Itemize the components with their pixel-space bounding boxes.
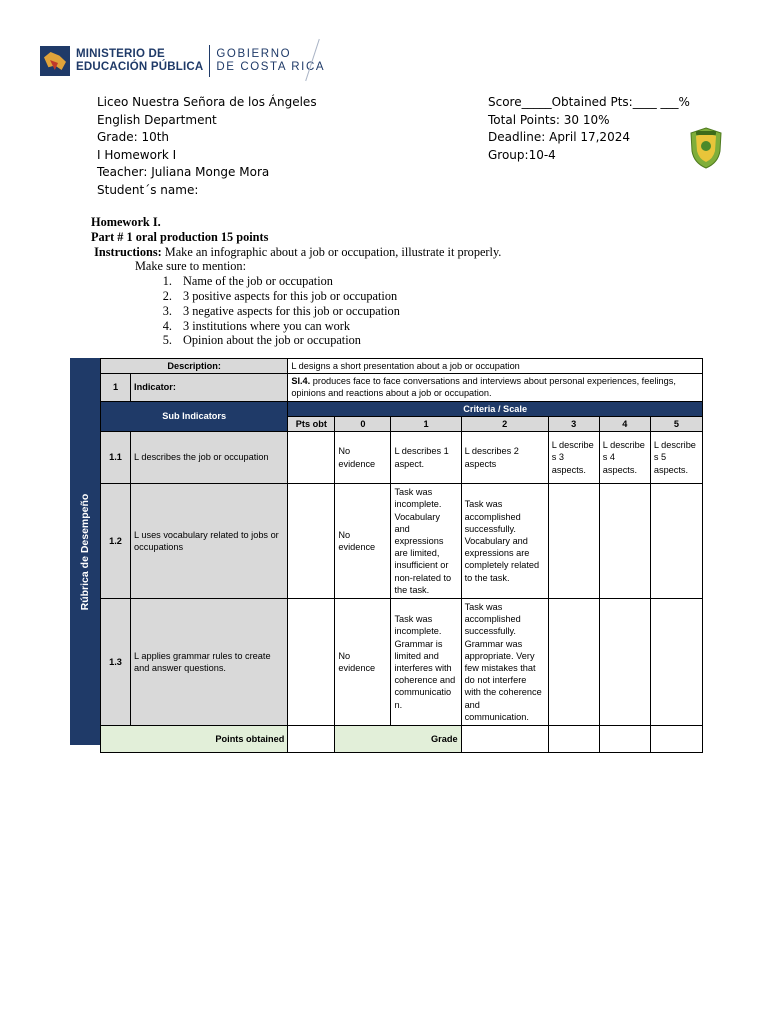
table-row: 1.1 L describes the job or occupation No evidence L describes 1 aspect. L describes 2 aspects L describe s 3 aspects. L describe s 4 aspects. L describe s 5 aspects. bbox=[101, 432, 703, 484]
mention-list bbox=[91, 274, 501, 348]
mention-label: Make sure to mention: bbox=[135, 259, 246, 274]
scale-2: 2 bbox=[461, 416, 548, 431]
list-item: 3. 3 negative aspects for this job or occupation bbox=[175, 304, 501, 319]
homework-title: Homework I. bbox=[91, 215, 161, 229]
scale-1: 1 bbox=[391, 416, 461, 431]
points-obtained-cell[interactable] bbox=[288, 726, 335, 753]
ministry-name: MINISTERIO DE EDUCACIÓN PÚBLICA bbox=[76, 48, 204, 73]
sub-indicators-header: Sub Indicators bbox=[101, 401, 288, 431]
score-line: Score_____Obtained Pts:____ ___% bbox=[488, 95, 690, 109]
pts-cell[interactable] bbox=[288, 432, 335, 484]
department: English Department bbox=[97, 112, 217, 127]
logo-divider bbox=[209, 45, 210, 77]
mep-logo bbox=[40, 44, 325, 78]
homework-section bbox=[91, 215, 501, 348]
pts-obt-header: Pts obt bbox=[288, 416, 335, 431]
student-name: Student´s name: bbox=[97, 182, 199, 197]
criteria-header: Criteria / Scale bbox=[288, 401, 703, 416]
government-name: GOBIERNO DE COSTA RICA bbox=[216, 48, 326, 73]
list-item: 2. 3 positive aspects for this job or occupation bbox=[175, 289, 501, 304]
deadline: Deadline: April 17,2024 bbox=[488, 130, 630, 145]
group: Group:10-4 bbox=[488, 147, 556, 162]
school-name: Liceo Nuestra Señora de los Ángeles bbox=[97, 95, 317, 109]
score-info bbox=[488, 94, 690, 164]
scale-0: 0 bbox=[335, 416, 391, 431]
school-info bbox=[97, 94, 317, 200]
teacher: Teacher: Juliana Monge Mora bbox=[97, 165, 270, 180]
instructions: Instructions: Make an infographic about a job or occupation, illustrate it properly. bbox=[94, 244, 502, 259]
points-obtained-row bbox=[101, 726, 703, 753]
points-obtained-label: Points obtained bbox=[101, 726, 288, 753]
grade-label: Grade bbox=[335, 726, 461, 753]
description-value: L designs a short presentation about a job or occupation bbox=[288, 359, 703, 374]
part-title: Part # 1 oral production 15 points bbox=[91, 229, 269, 244]
table-row: 1.2 L uses vocabulary related to jobs or occupations No evidence Task was incomplete. Vocabulary and expressions are limited, insufficient or non-related to the task. Task was accomplished successfully. Vocabulary and expressions are completely related to the task. bbox=[101, 484, 703, 599]
list-item: 5. Opinion about the job or occupation bbox=[175, 333, 501, 348]
indicator-label: Indicator: bbox=[131, 374, 288, 401]
pts-cell[interactable] bbox=[288, 484, 335, 599]
homework-label: I Homework I bbox=[97, 147, 177, 162]
rubric-side-label: Rúbrica de Desempeño bbox=[70, 358, 100, 745]
scale-5: 5 bbox=[650, 416, 702, 431]
indicator-text: SI.4. produces face to face conversations and interviews about personal experiences, feelings, opinions and reactions about a job or occupation. bbox=[288, 374, 703, 401]
table-row: 1.3 L applies grammar rules to create and answer questions. No evidence Task was incomplete. Grammar is limited and interferes with coherence and communicatio n. Task was accomplished successfully. Grammar was appropriate. Very few mistakes that do not interfere with the coherence and communication. bbox=[101, 599, 703, 726]
description-label: Description: bbox=[101, 359, 288, 374]
pts-cell[interactable] bbox=[288, 599, 335, 726]
total-points: Total Points: 30 10% bbox=[488, 112, 610, 127]
grade-cell[interactable] bbox=[461, 726, 548, 753]
costa-rica-map-icon bbox=[40, 46, 70, 76]
grade: Grade: 10th bbox=[97, 130, 170, 145]
scale-3: 3 bbox=[548, 416, 599, 431]
list-item: 1. Name of the job or occupation bbox=[175, 274, 501, 289]
list-item: 4. 3 institutions where you can work bbox=[175, 319, 501, 334]
scale-4: 4 bbox=[599, 416, 650, 431]
rubric-table bbox=[100, 358, 703, 753]
indicator-number: 1 bbox=[101, 374, 131, 401]
school-crest-icon bbox=[689, 127, 723, 169]
